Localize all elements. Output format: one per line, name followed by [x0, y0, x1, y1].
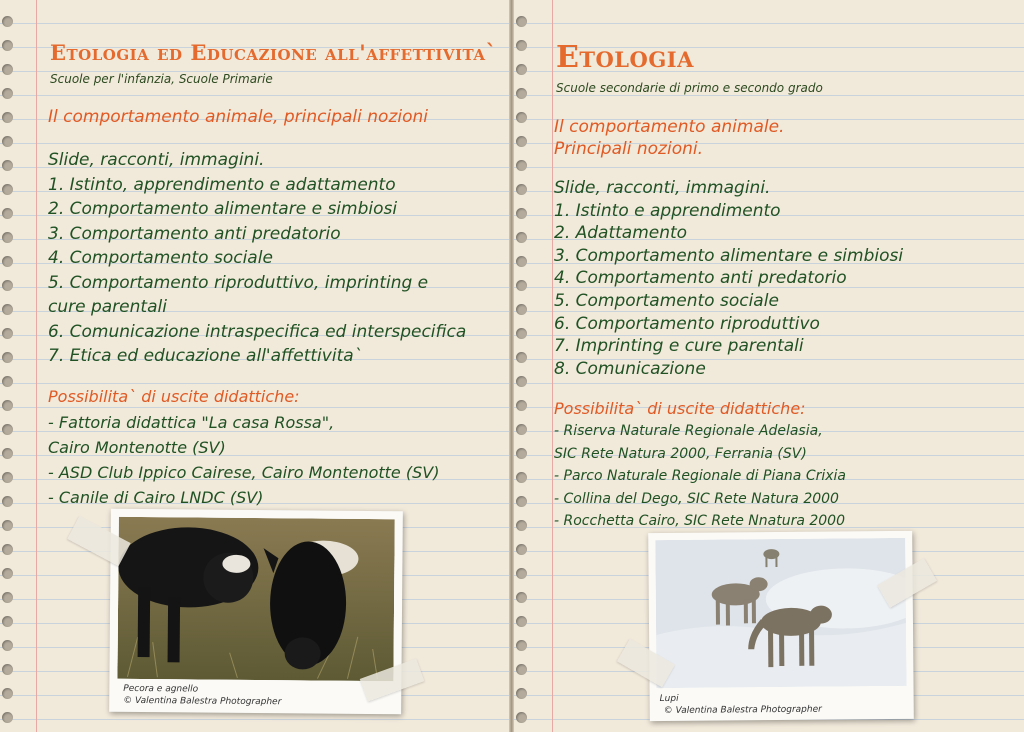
binding-hole [2, 400, 13, 411]
binding-hole [2, 712, 13, 723]
binding-hole [2, 64, 13, 75]
list-item: Cairo Montenotte (SV) [48, 438, 226, 457]
binding-hole [2, 592, 13, 603]
right-topic [554, 116, 784, 160]
binding-hole [2, 640, 13, 651]
left-intro: Slide, racconti, immagini. [48, 150, 265, 170]
list-item: - Parco Naturale Regionale di Piana Crixia [554, 468, 846, 484]
left-title: Etologia ed Educazione all'affettivita` [50, 40, 497, 65]
binding-hole [2, 688, 13, 699]
binding-hole [516, 232, 527, 243]
photo-caption: Pecora e agnello [123, 683, 199, 695]
binding-hole [516, 688, 527, 699]
binding-hole [2, 328, 13, 339]
binding-hole [516, 616, 527, 627]
list-item: 1. Istinto, apprendimento e adattamento [48, 174, 396, 195]
list-item: 2. Adattamento [554, 223, 688, 244]
binding-hole [516, 136, 527, 147]
binding-hole [2, 160, 13, 171]
binding-hole [516, 280, 527, 291]
list-item: - Canile di Cairo LNDC (SV) [48, 488, 264, 507]
left-topic: Il comportamento animale, principali nozioni [48, 107, 428, 127]
list-item: 3. Comportamento anti predatorio [48, 223, 341, 244]
list-item: 6. Comportamento riproduttivo [554, 313, 820, 334]
binding-hole [2, 112, 13, 123]
list-item: 4. Comportamento anti predatorio [554, 268, 847, 289]
binding-hole [2, 352, 13, 363]
left-outings-heading: Possibilita` di uscite didattiche: [48, 387, 300, 406]
binding-holes-left [0, 0, 20, 732]
binding-hole [516, 592, 527, 603]
binding-hole [516, 640, 527, 651]
binding-hole [516, 64, 527, 75]
binding-hole [516, 352, 527, 363]
left-outings-list [48, 410, 439, 510]
binding-hole [516, 544, 527, 555]
photo-caption: Lupi [659, 693, 679, 705]
binding-hole [516, 112, 527, 123]
binding-hole [2, 16, 13, 27]
margin-line [552, 0, 553, 732]
list-item: cure parentali [48, 297, 167, 317]
binding-hole [516, 712, 527, 723]
right-outings-heading: Possibilita` di uscite didattiche: [554, 399, 806, 418]
binding-hole [516, 376, 527, 387]
binding-hole [516, 304, 527, 315]
binding-hole [516, 400, 527, 411]
binding-hole [516, 568, 527, 579]
right-title: Etologia [556, 40, 694, 75]
photo-credit: © Valentina Balestra Photographer [663, 704, 822, 717]
photo-credit: © Valentina Balestra Photographer [123, 695, 282, 708]
binding-hole [516, 424, 527, 435]
binding-hole [2, 544, 13, 555]
list-item: - Collina del Dego, SIC Rete Natura 2000 [554, 490, 839, 507]
binding-hole [2, 136, 13, 147]
binding-hole [2, 664, 13, 675]
right-program-list [554, 177, 903, 380]
binding-hole [2, 424, 13, 435]
list-item: SIC Rete Natura 2000, Ferrania (SV) [554, 445, 807, 462]
binding-hole [516, 520, 527, 531]
binding-hole [2, 616, 13, 627]
binding-hole [2, 496, 13, 507]
right-intro: Slide, racconti, immagini. [554, 178, 771, 198]
list-item: 6. Comunicazione intraspecifica ed interspecifica [48, 321, 467, 342]
binding-hole [2, 568, 13, 579]
binding-hole [2, 232, 13, 243]
list-item: 7. Etica ed educazione all'affettivita` [48, 346, 363, 366]
binding-hole [516, 160, 527, 171]
list-item: 8. Comunicazione [554, 358, 706, 379]
list-item: 5. Comportamento riproduttivo, imprinting e [48, 272, 429, 293]
margin-line [36, 0, 37, 732]
wolves-in-snow-photo [655, 538, 906, 688]
binding-hole [2, 448, 13, 459]
binding-hole [516, 472, 527, 483]
list-item: 1. Istinto e apprendimento [554, 200, 781, 221]
binding-hole [516, 496, 527, 507]
binding-hole [2, 88, 13, 99]
list-item: - Riserva Naturale Regionale Adelasia, [554, 423, 823, 439]
binding-hole [516, 40, 527, 51]
list-item: 5. Comportamento sociale [554, 290, 779, 311]
sheep-and-lamb-photo [117, 517, 394, 681]
binding-hole [516, 16, 527, 27]
right-subtitle: Scuole secondarie di primo e secondo grado [556, 81, 823, 95]
binding-hole [516, 448, 527, 459]
binding-hole [2, 304, 13, 315]
binding-hole [2, 376, 13, 387]
list-item: - Fattoria didattica "La casa Rossa", [48, 413, 335, 432]
binding-hole [516, 256, 527, 267]
binding-hole [516, 328, 527, 339]
binding-hole [2, 520, 13, 531]
right-page [512, 0, 1024, 732]
list-item: 4. Comportamento sociale [48, 248, 273, 268]
right-photo-card [648, 531, 914, 721]
topic-line: Il comportamento animale. [554, 117, 785, 137]
list-item: - Rocchetta Cairo, SIC Rete Nnatura 2000 [554, 513, 845, 529]
left-subtitle: Scuole per l'infanzia, Scuole Primarie [50, 72, 273, 86]
topic-line: Principali nozioni. [554, 139, 703, 159]
binding-hole [516, 208, 527, 219]
left-photo-card [109, 509, 403, 715]
binding-hole [516, 664, 527, 675]
right-outings-list [554, 420, 846, 533]
binding-holes-right [514, 0, 534, 732]
list-item: - ASD Club Ippico Cairese, Cairo Montenotte (SV) [48, 463, 440, 482]
list-item: 3. Comportamento alimentare e simbiosi [554, 245, 904, 266]
binding-hole [2, 40, 13, 51]
list-item: 2. Comportamento alimentare e simbiosi [48, 199, 398, 219]
binding-hole [2, 256, 13, 267]
left-program-list [48, 148, 466, 369]
binding-hole [2, 280, 13, 291]
binding-hole [516, 184, 527, 195]
binding-hole [2, 208, 13, 219]
list-item: 7. Imprinting e cure parentali [554, 336, 804, 357]
binding-hole [516, 88, 527, 99]
binding-hole [2, 472, 13, 483]
binding-hole [2, 184, 13, 195]
